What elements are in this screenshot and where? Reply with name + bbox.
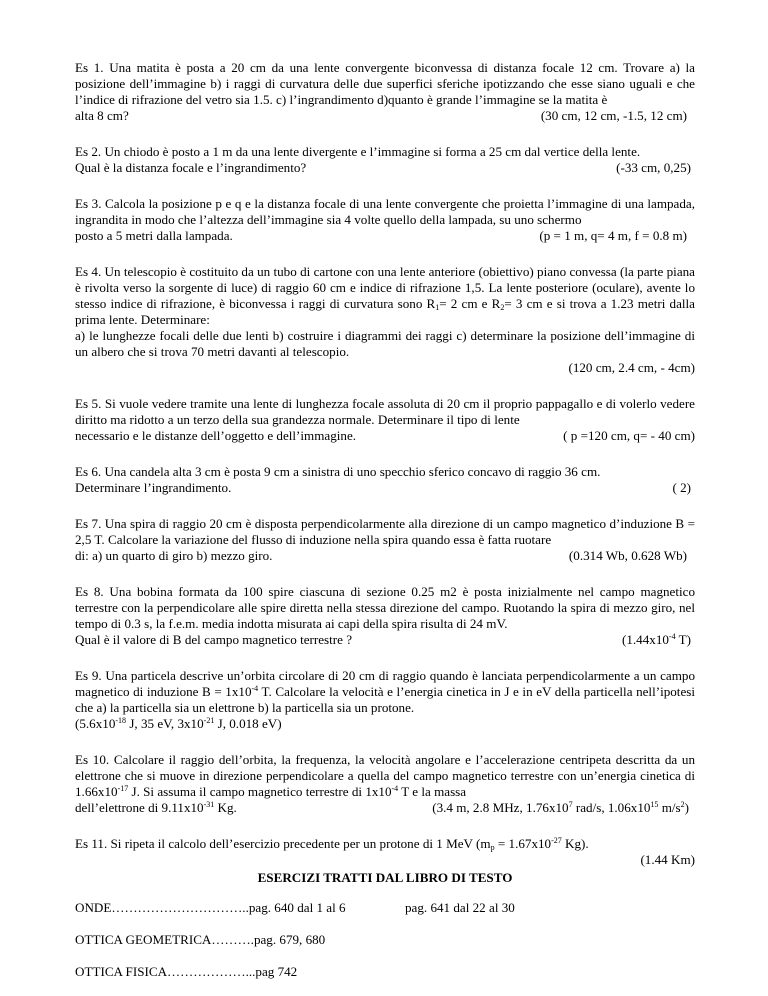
exercise-answer: (120 cm, 2.4 cm, - 4cm) [568, 360, 695, 375]
reference-row [75, 900, 695, 916]
exercise-text: alta 8 cm? [75, 108, 129, 123]
exercise-answer: ( p =120 cm, q= - 40 cm) [563, 428, 695, 443]
exercise-text: Es 10. Calcolare il raggio dell’orbita, la frequenza, la velocità angolare e l’accelerazione centripeta descritta da un elettrone che si muove in direzione perpendicolare a quella del campo magnetico terrestre con un’energia cinetica di $1.66x10^{-17}$ J. Si assuma il campo magnetico terrestre di $1x10^{-4}$ T e la massa [75, 752, 695, 799]
exercise-text: Es 2. Un chiodo è posto a 1 m da una lente divergente e l’immagine si forma a 25 cm dal vertice della lente. [75, 144, 641, 159]
exercise-answer: ($5.6x10^{-18}$ J, 35 eV, $3x10^{-21}$ J, 0.018 eV) [75, 716, 282, 731]
exercise-text: Es 11. Si ripeta il calcolo dell’esercizio precedente per un protone di 1 MeV ($m_p = 1.67x10^{-27}$ Kg). [75, 836, 589, 852]
exercise-text: Es 7. Una spira di raggio 20 cm è disposta perpendicolarmente alla direzione di un campo magnetico d’induzione B = 2,5 T. Calcolare la variazione del flusso di induzione nella spira quando essa è fatta ruotare [75, 516, 695, 547]
exercise-answer: (1.44 Km) [640, 852, 695, 867]
exercise-6 [75, 464, 695, 496]
exercise-5 [75, 396, 695, 444]
exercise-9 [75, 668, 695, 732]
exercise-answer: (0.314 Wb, 0.628 Wb) [568, 548, 687, 563]
exercise-text: Es 6. Una candela alta 3 cm è posta 9 cm a sinistra di uno specchio sferico concavo di raggio 36 cm. [75, 464, 601, 479]
exercise-answer: (p = 1 m, q= 4 m, f = 0.8 m) [539, 228, 687, 243]
exercise-text: Qual è il valore di B del campo magnetico terrestre ? [75, 632, 353, 647]
exercise-text: Es 3. Calcola la posizione p e q e la distanza focale di una lente convergente che proietta l’immagine di una lampada, ingrandita in modo che l’altezza dell’immagine sia 4 volte quello della lampada, su uno schermo [75, 196, 695, 227]
exercise-answer: (30 cm, 12 cm, -1.5, 12 cm) [540, 108, 687, 123]
exercise-text: Es 8. Una bobina formata da 100 spire ciascuna di sezione 0.25 m2 è posta inizialmente nel campo magnetico terrestre con la perpendicolare alle spire diretta nella stessa direzione del campo. Ruotando la spira di mezzo giro, nel tempo di 0.3 s, la f.e.m. media indotta misurata ai capi della spira risulta di 24 mV. [75, 584, 695, 631]
exercise-2 [75, 144, 695, 176]
exercise-text: necessario e le distanze dell’oggetto e dell’immagine. [75, 428, 357, 443]
reference-onde: ONDE…………………………..pag. 640 dal 1 al 6 [75, 900, 346, 915]
exercise-text: Determinare l’ingrandimento. [75, 480, 232, 495]
exercise-text: a) le lunghezze focali delle due lenti b) costruire i diagrammi dei raggi c) determinare la posizione dell’immagine di un albero che si trova 70 metri davanti al telescopio. [75, 328, 695, 359]
exercise-text: Qual è la distanza focale e l’ingrandimento? [75, 160, 307, 175]
exercise-text: Es 1. Una matita è posta a 20 cm da una lente convergente biconvessa di distanza focale 12 cm. Trovare a) la posizione dell’immagine b) i raggi di curvatura delle due superfici sferiche ipotizzando che esse siano uguali e che l’indice di rifrazione del vetro sia 1.5. c) l’ingrandimento d)quanto è grande l’immagine se la matita è [75, 60, 695, 107]
exercise-answer: ($1.44x10^{-4}$ T) [622, 632, 691, 647]
section-heading: ESERCIZI TRATTI DAL LIBRO DI TESTO [257, 870, 513, 885]
exercise-answer: (-33 cm, 0,25) [616, 160, 691, 175]
exercise-answer: ( 2) [672, 480, 691, 495]
reference-ottica-fisica: OTTICA FISICA………………...pag 742 [75, 964, 298, 979]
reference-row [75, 932, 695, 948]
exercise-text: di: a) un quarto di giro b) mezzo giro. [75, 548, 273, 563]
reference-ottica-geometrica: OTTICA GEOMETRICA……….pag. 679, 680 [75, 932, 326, 947]
textbook-references [75, 900, 695, 980]
exercise-11 [75, 836, 695, 868]
reference-onde-extra: pag. 641 dal 22 al 30 [405, 900, 515, 915]
exercise-text: Es 9. Una particela descrive un’orbita circolare di 20 cm di raggio quando è lanciata perpendicolarmente a un campo magnetico di induzione $B = 1x10^{-4}$ T. Calcolare la velocità e l’energia cinetica in J e in eV della particella nell’ipotesi che a) la particella sia un elettrone b) la particella sia un protone. [75, 668, 695, 715]
reference-row [75, 964, 695, 980]
exercise-7 [75, 516, 695, 564]
exercise-4 [75, 264, 695, 376]
exercise-10 [75, 752, 695, 816]
exercise-1 [75, 60, 695, 124]
exercise-text: posto a 5 metri dalla lampada. [75, 228, 233, 243]
exercise-3 [75, 196, 695, 244]
exercise-8 [75, 584, 695, 648]
exercise-text: Es 4. Un telescopio è costituito da un tubo di cartone con una lente anteriore (obiettivo) piano convessa (la parte piana è rivolta verso la sorgente di luce) di raggio 60 cm e indice di rifrazione 1,5. La lente posteriore (oculare), avente lo stesso indice di rifrazione, è biconvessa i raggi di curvatura sono $R_1= 2$ cm e $R_2= 3$ cm e si trova a 1.23 metri dalla prima lente. Determinare: [75, 264, 695, 327]
exercise-text: dell’elettrone di $9.11x10^{-31}$ Kg. [75, 800, 237, 815]
document-page [75, 60, 695, 996]
exercise-text: Es 5. Si vuole vedere tramite una lente di lunghezza focale assoluta di 20 cm il proprio pappagallo e di volerlo vedere diritto ma ridotto a un terzo della sua grandezza normale. Determinare il tipo di lente [75, 396, 695, 427]
exercise-answer: (3.4 m, 2.8 MHz, $1.76x10^7$ rad/s, $1.06x10^{15}$ $m/s^2$) [432, 800, 689, 815]
